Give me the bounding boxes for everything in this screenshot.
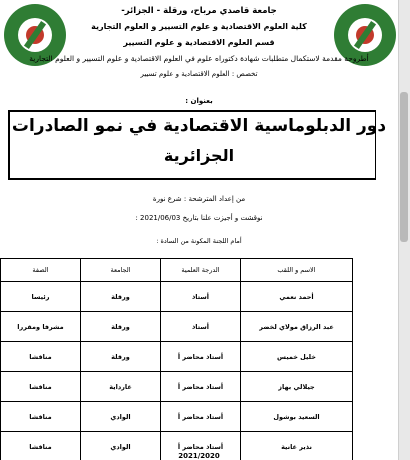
member-university: ورقلة <box>81 342 161 372</box>
member-name: جيلالي بهاز <box>241 372 353 402</box>
member-rank: أستاذ <box>161 282 241 312</box>
member-name: نذير غانية <box>241 432 353 460</box>
member-university: الوادي <box>81 402 161 432</box>
table-row <box>1 312 353 342</box>
column-header: الاسم و اللقب <box>241 259 353 282</box>
thesis-title-line2: الجزائرية <box>163 146 235 165</box>
academic-year: 2021/2020 <box>178 452 220 460</box>
member-name: خليل خميس <box>241 342 353 372</box>
committee-label: أمام اللجنة المكونة من السادة : <box>156 237 242 245</box>
column-header: الدرجة العلمية <box>161 259 241 282</box>
member-role: مشرفا ومقررا <box>1 312 81 342</box>
university-name: جامعة قاصدي مرباح، ورقلة - الجزائر- <box>121 6 277 16</box>
member-university: ورقلة <box>81 282 161 312</box>
member-rank: أستاذ محاضر أ <box>161 342 241 372</box>
table-row <box>1 282 353 312</box>
department-name: قسم العلوم الاقتصادية و علوم التسيير <box>123 38 275 47</box>
table-header-row <box>1 259 353 282</box>
defense-date: نوقشت و أجيزت علنا بتاريخ 2021/06/03 : <box>135 214 263 222</box>
specialty: تخصص : العلوم الاقتصادية و علوم تسيير <box>140 70 258 78</box>
member-name: عبد الرزاق مولاي لخضر <box>241 312 353 342</box>
title-intro: بعنوان : <box>185 97 213 105</box>
member-role: رئيسا <box>1 282 81 312</box>
member-rank: أستاذ <box>161 312 241 342</box>
prepared-by: من إعداد المترشحة : شرع نورة <box>152 195 246 203</box>
member-role: مناقشا <box>1 432 81 460</box>
member-university: الوادي <box>81 432 161 460</box>
member-role: مناقشا <box>1 342 81 372</box>
table-row <box>1 372 353 402</box>
member-rank: أستاذ محاضر أ <box>161 432 241 460</box>
member-name: السعيد بوشول <box>241 402 353 432</box>
column-header: الجامعة <box>81 259 161 282</box>
member-rank: أستاذ محاضر أ <box>161 402 241 432</box>
column-header: الصفة <box>1 259 81 282</box>
scrollbar-thumb[interactable] <box>400 92 408 242</box>
member-role: مناقشا <box>1 372 81 402</box>
member-rank: أستاذ محاضر أ <box>161 372 241 402</box>
thesis-statement: أطروحة مقدمة لاستكمال متطلبات شهادة دكتوراه علوم في العلوم الاقتصادية و علوم التسيير و العلوم التجارية <box>29 54 369 63</box>
table-row <box>1 342 353 372</box>
faculty-name: كلية العلوم الاقتصادية و علوم التسيير و العلوم التجارية <box>91 22 307 31</box>
member-name: أحمد نعمي <box>241 282 353 312</box>
table-row <box>1 402 353 432</box>
member-role: مناقشا <box>1 402 81 432</box>
member-university: ورقلة <box>81 312 161 342</box>
committee-table <box>0 258 353 460</box>
member-university: غارداية <box>81 372 161 402</box>
thesis-title-line1: دور الدبلوماسية الاقتصادية في نمو الصادرات <box>11 116 387 136</box>
